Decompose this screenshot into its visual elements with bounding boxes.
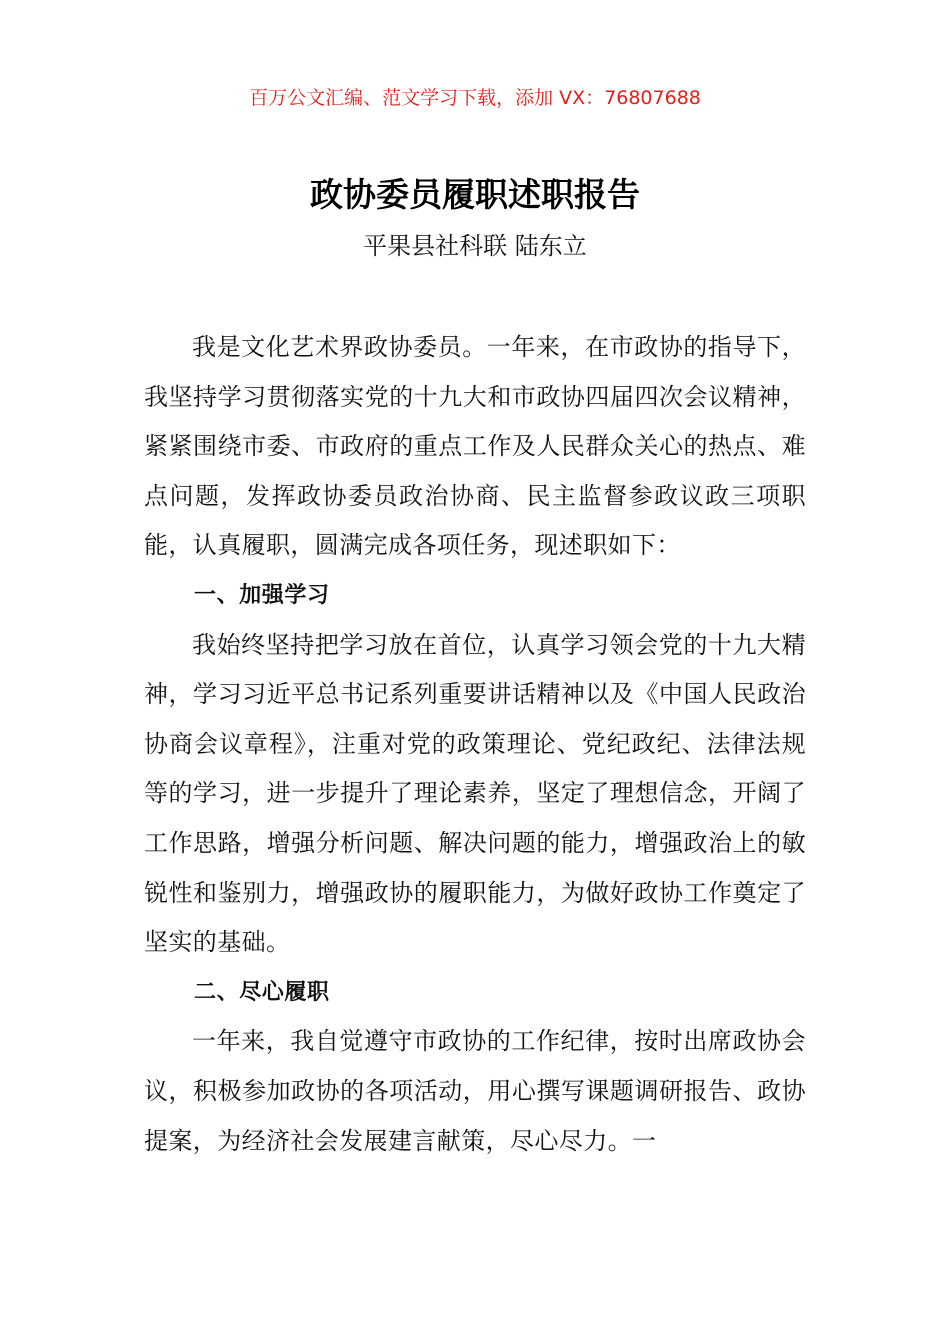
intro-paragraph: 我是文化艺术界政协委员。一年来，在市政协的指导下，我坚持学习贯彻落实党的十九大和市政协四届四次会议精神，紧紧围绕市委、市政府的重点工作及人民群众关心的热点、难点问题，发挥政协委员政治协商、民主监督参政议政三项职能，认真履职，圆满完成各项任务，现述职如下：	[144, 333, 806, 560]
watermark-header: 百万公文汇编、范文学习下载，添加 VX：76807688	[249, 87, 701, 109]
section-paragraph-duty: 一年来，我自觉遵守市政协的工作纪律，按时出席政协会议，积极参加政协的各项活动，用心撰写课题调研报告、政协提案，为经济社会发展建言献策，尽心尽力。一	[144, 1027, 806, 1155]
document-byline: 平果县社科联 陆东立	[363, 232, 587, 260]
document-body	[144, 323, 806, 1166]
document-title: 政协委员履职述职报告	[310, 175, 640, 214]
section-paragraph-study: 我始终坚持把学习放在首位，认真学习领会党的十九大精神，学习习近平总书记系列重要讲话精神以及《中国人民政治协商会议章程》，注重对党的政策理论、党纪政纪、法律法规等的学习，进一步提升了理论素养，坚定了理想信念，开阔了工作思路，增强分析问题、解决问题的能力，增强政治上的敏锐性和鉴别力，增强政协的履职能力，为做好政协工作奠定了坚实的基础。	[144, 630, 806, 957]
section-heading-study: 一、加强学习	[194, 582, 330, 608]
section-heading-duty: 二、尽心履职	[194, 979, 330, 1005]
